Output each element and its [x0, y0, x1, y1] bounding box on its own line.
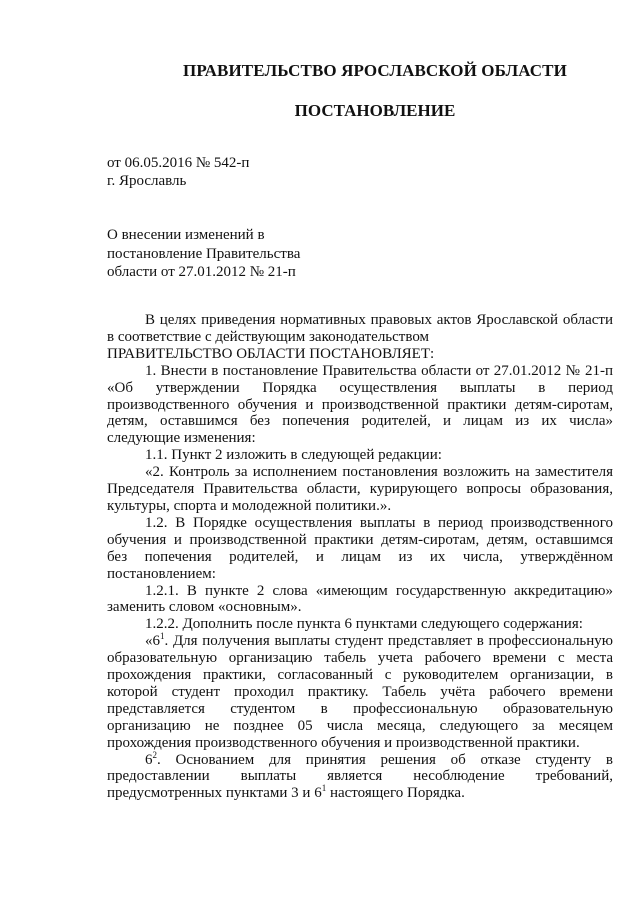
clause-text: . Для получения выплаты студент представляет в профессиональную образовательную организацию табель учета рабочего времени с места прохождения практики, согласованный с руководителем организации, в которой студент проходил практику. Табель учёта рабочего времени представляется студентом в профессиональную образовательную организацию не позднее 05 числа месяца, следующего за месяцем прохождения производственного обучения и производственной практики.	[107, 633, 613, 751]
paragraph-1: 1. Внести в постановление Правительства области от 27.01.2012 № 21-п «Об утверждении Порядка осуществления выплаты в период производственного обучения и производственной практики детям-сиротам, детям, оставшимся без попечения родителей, и лицам из их числа» следующие изменения:	[107, 362, 613, 447]
intro-paragraph: В целях приведения нормативных правовых актов Ярославской области в соответствие с действующим законодательством	[107, 312, 613, 345]
subject-line: О внесении изменений в	[107, 227, 265, 243]
paragraph-1-2-1: 1.2.1. В пункте 2 слова «имеющим государственную аккредитацию» заменить словом «основным».	[107, 582, 613, 616]
paragraph-1-2: 1.2. В Порядке осуществления выплаты в период производственного обучения и производственной практики детям-сиротам, детям, оставшимся без попечения родителей, и лицам из их числа, утверждённом постановлением:	[107, 514, 613, 582]
clause-number: 6	[145, 751, 153, 768]
document-type-title: ПОСТАНОВЛЕНИЕ	[294, 101, 456, 120]
subject-line: постановление Правительства	[107, 245, 301, 262]
subject-line: области от 27.01.2012 № 21-п	[107, 264, 296, 280]
paragraph-1-2-2: 1.2.2. Дополнить после пункта 6 пунктами следующего содержания:	[145, 616, 583, 633]
clause-number: «6	[145, 633, 160, 650]
document-subject	[107, 226, 300, 282]
government-title: ПРАВИТЕЛЬСТВО ЯРОСЛАВСКОЙ ОБЛАСТИ	[183, 61, 567, 80]
superscript: 1	[321, 783, 327, 794]
clause-text: настоящего Порядка.	[326, 785, 465, 802]
paragraph-1-1-text: «2. Контроль за исполнением постановления возложить на заместителя Председателя Правительства области, курирующего вопросы образования, культуры, спорта и молодежной политики.».	[107, 464, 613, 514]
city: г. Ярославль	[107, 173, 187, 189]
date-and-number: от 06.05.2016 № 542-п	[107, 155, 250, 171]
resolves-line: ПРАВИТЕЛЬСТВО ОБЛАСТИ ПОСТАНОВЛЯЕТ:	[107, 345, 435, 362]
superscript: 2	[152, 749, 157, 760]
paragraph-6-2	[107, 749, 613, 803]
document-body	[107, 312, 613, 802]
clause-text: . Основанием для принятия решения об отказе студенту в предоставлении выплаты является несоблюдение требований, предусмотренных пунктами 3 и 6	[107, 751, 613, 802]
paragraph-1-1: 1.1. Пункт 2 изложить в следующей редакции:	[145, 447, 442, 464]
paragraph-6-1	[107, 633, 613, 751]
superscript: 1	[160, 631, 165, 642]
